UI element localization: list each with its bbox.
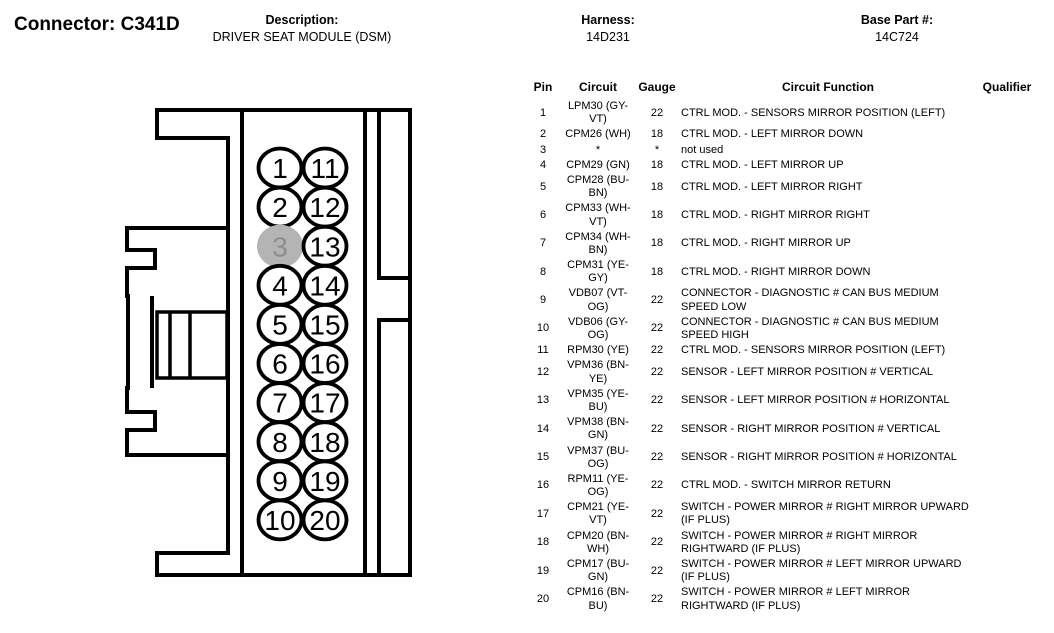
harness-block (543, 13, 673, 44)
pin-table-header-row (525, 79, 1037, 99)
pin-cell: 11 (537, 344, 549, 357)
function-cell: CONNECTOR - DIAGNOSTIC # CAN BUS MEDIUM SPEED HIGH (681, 315, 939, 341)
table-row-pin-3 (525, 143, 1037, 158)
qualifier-cell (977, 343, 1037, 358)
circuit-cell: CPM16 (BN-BU) (566, 586, 630, 612)
table-row-pin-10 (525, 315, 1037, 343)
table-row-pin-19 (525, 557, 1037, 585)
pin-number-label-12: 12 (309, 192, 341, 224)
qualifier-cell (977, 472, 1037, 500)
pin-cell: 1 (539, 106, 547, 119)
table-row-pin-6 (525, 201, 1037, 229)
table-row-pin-14 (525, 415, 1037, 443)
gauge-cell: 22 (650, 322, 664, 335)
pin-cell: 9 (539, 294, 547, 307)
function-cell: SWITCH - POWER MIRROR # LEFT MIRROR UPWARD (IF PLUS) (681, 558, 962, 584)
table-row-pin-17 (525, 500, 1037, 528)
gauge-cell: 22 (650, 106, 664, 119)
pin-number-label-3: 3 (272, 231, 288, 263)
pin-cell: 18 (536, 536, 550, 549)
pin-grid (257, 149, 347, 540)
circuit-cell: VPM36 (BN-YE) (567, 359, 629, 385)
table-row-pin-2 (525, 127, 1037, 142)
qualifier-cell (977, 315, 1037, 343)
function-cell: CTRL MOD. - RIGHT MIRROR DOWN (681, 265, 871, 278)
col-header-circuit: Circuit (578, 80, 617, 94)
function-cell: SENSOR - RIGHT MIRROR POSITION # HORIZONTAL (681, 451, 957, 464)
pin-number-label-9: 9 (272, 465, 288, 497)
gauge-cell: 22 (650, 479, 664, 492)
qualifier-cell (977, 500, 1037, 528)
pin-number-label-4: 4 (272, 270, 288, 302)
function-cell: CTRL MOD. - SENSORS MIRROR POSITION (LEFT) (681, 106, 946, 119)
pin-cell: 4 (539, 158, 547, 171)
function-cell: SWITCH - POWER MIRROR # LEFT MIRROR RIGHTWARD (IF PLUS) (681, 586, 910, 612)
circuit-cell: CPM34 (WH-BN) (565, 230, 631, 256)
pin-cell: 20 (536, 592, 550, 605)
pin-number-label-2: 2 (272, 192, 288, 224)
function-cell: not used (681, 143, 724, 156)
qualifier-cell (977, 230, 1037, 258)
connector-face-view-diagram (100, 70, 520, 630)
gauge-cell: 22 (650, 564, 664, 577)
qualifier-cell (977, 99, 1037, 127)
latch-block-grid (157, 312, 227, 378)
qualifier-cell (977, 201, 1037, 229)
circuit-cell: RPM11 (YE-OG) (567, 472, 629, 499)
circuit-cell: CPM33 (WH-VT) (565, 202, 631, 228)
pin-number-label-17: 17 (309, 387, 341, 419)
function-cell: CTRL MOD. - SENSORS MIRROR POSITION (LEFT) (681, 344, 946, 357)
qualifier-cell (977, 127, 1037, 142)
pin-number-label-8: 8 (272, 426, 288, 458)
gauge-cell: 18 (650, 237, 664, 250)
function-cell: SWITCH - POWER MIRROR # RIGHT MIRROR RIGHTWARD (IF PLUS) (681, 529, 918, 555)
pin-number-label-11: 11 (310, 153, 340, 185)
pin-number-label-1: 1 (272, 153, 288, 185)
description-label: Description: (265, 13, 339, 27)
gauge-cell: 22 (650, 422, 664, 435)
pin-number-label-20: 20 (309, 504, 341, 536)
circuit-cell: VPM38 (BN-GN) (567, 416, 629, 442)
qualifier-cell (977, 173, 1037, 201)
table-row-pin-7 (525, 230, 1037, 258)
table-row-pin-1 (525, 99, 1037, 127)
function-cell: CTRL MOD. - LEFT MIRROR UP (681, 158, 844, 171)
connector-title: Connector: C341D (14, 14, 180, 35)
pin-number-label-5: 5 (272, 309, 288, 341)
qualifier-cell (977, 258, 1037, 286)
gauge-cell: 22 (650, 507, 664, 520)
function-cell: CTRL MOD. - LEFT MIRROR DOWN (681, 128, 864, 141)
gauge-cell: * (654, 143, 660, 156)
function-cell: SENSOR - LEFT MIRROR POSITION # HORIZONTAL (681, 394, 950, 407)
qualifier-cell (977, 358, 1037, 386)
pin-cell: 17 (536, 507, 550, 520)
gauge-cell: 22 (650, 394, 664, 407)
pin-table-body (525, 99, 1037, 614)
pin-number-label-7: 7 (272, 387, 288, 419)
pin-cell: 10 (536, 322, 550, 335)
pin-cell: 13 (536, 394, 550, 407)
table-row-pin-16 (525, 472, 1037, 500)
circuit-cell: CPM31 (YE-GY) (567, 259, 629, 285)
pin-cell: 16 (536, 479, 550, 492)
circuit-cell: VPM35 (YE-BU) (567, 387, 629, 413)
qualifier-cell (977, 529, 1037, 557)
pin-cell: 2 (539, 128, 547, 141)
col-header-pin: Pin (533, 80, 553, 94)
table-row-pin-8 (525, 258, 1037, 286)
pin-cell: 7 (539, 237, 547, 250)
table-row-pin-11 (525, 343, 1037, 358)
pin-cell: 6 (539, 208, 547, 221)
function-cell: SENSOR - LEFT MIRROR POSITION # VERTICAL (681, 365, 934, 378)
qualifier-cell (977, 286, 1037, 314)
function-cell: CONNECTOR - DIAGNOSTIC # CAN BUS MEDIUM SPEED LOW (681, 287, 939, 313)
circuit-cell: VDB07 (VT-OG) (568, 287, 628, 313)
pin-number-label-16: 16 (309, 348, 341, 380)
gauge-cell: 22 (650, 294, 664, 307)
qualifier-cell (977, 158, 1037, 173)
table-row-pin-5 (525, 173, 1037, 201)
qualifier-cell (977, 387, 1037, 415)
pin-cell: 15 (536, 451, 550, 464)
base-part-value: 14C724 (875, 30, 919, 44)
function-cell: CTRL MOD. - RIGHT MIRROR UP (681, 237, 851, 250)
function-cell: CTRL MOD. - SWITCH MIRROR RETURN (681, 479, 891, 492)
table-row-pin-4 (525, 158, 1037, 173)
circuit-cell: CPM29 (GN) (566, 158, 630, 171)
circuit-cell: * (595, 143, 601, 156)
base-part-block (822, 13, 972, 44)
base-part-label: Base Part #: (860, 13, 934, 27)
circuit-cell: VDB06 (GY-OG) (567, 315, 629, 341)
col-header-function: Circuit Function (782, 80, 874, 94)
pin-cell: 14 (536, 422, 550, 435)
gauge-cell: 18 (650, 208, 664, 221)
description-value: DRIVER SEAT MODULE (DSM) (212, 30, 392, 44)
table-row-pin-20 (525, 585, 1037, 613)
circuit-cell: VPM37 (BU-OG) (567, 444, 629, 470)
qualifier-cell (977, 143, 1037, 158)
pin-number-label-15: 15 (309, 309, 341, 341)
pin-number-label-14: 14 (309, 270, 341, 302)
gauge-cell: 18 (650, 180, 664, 193)
pin-table (525, 79, 1037, 614)
pin-cell: 19 (536, 564, 550, 577)
pin-number-label-13: 13 (309, 231, 341, 263)
table-row-pin-15 (525, 444, 1037, 472)
function-cell: CTRL MOD. - RIGHT MIRROR RIGHT (681, 208, 870, 221)
function-cell: SWITCH - POWER MIRROR # RIGHT MIRROR UPWARD (IF PLUS) (681, 501, 969, 527)
table-row-pin-13 (525, 387, 1037, 415)
pin-cell: 3 (539, 143, 547, 156)
table-row-pin-18 (525, 529, 1037, 557)
function-cell: CTRL MOD. - LEFT MIRROR RIGHT (681, 180, 863, 193)
gauge-cell: 22 (650, 344, 664, 357)
description-block (182, 13, 422, 44)
gauge-cell: 22 (650, 451, 664, 464)
circuit-cell: CPM20 (BN-WH) (566, 529, 630, 555)
qualifier-cell (977, 557, 1037, 585)
pin-cell: 8 (539, 265, 547, 278)
gauge-cell: 22 (650, 536, 664, 549)
circuit-cell: CPM17 (BU-GN) (566, 558, 630, 584)
harness-value: 14D231 (586, 30, 630, 44)
qualifier-cell (977, 444, 1037, 472)
qualifier-cell (977, 415, 1037, 443)
function-cell: SENSOR - RIGHT MIRROR POSITION # VERTICAL (681, 422, 941, 435)
pin-number-label-6: 6 (272, 348, 288, 380)
gauge-cell: 18 (650, 128, 664, 141)
pin-cell: 12 (536, 365, 550, 378)
pin-cell: 5 (539, 180, 547, 193)
gauge-cell: 18 (650, 265, 664, 278)
col-header-gauge: Gauge (638, 80, 676, 94)
gauge-cell: 22 (650, 592, 664, 605)
harness-label: Harness: (581, 13, 635, 27)
pin-number-label-18: 18 (309, 426, 341, 458)
pin-number-label-10: 10 (264, 504, 296, 536)
circuit-cell: CPM28 (BU-BN) (566, 173, 630, 200)
circuit-cell: CPM26 (WH) (565, 128, 631, 141)
qualifier-cell (977, 585, 1037, 613)
circuit-cell: CPM21 (YE-VT) (567, 501, 629, 527)
gauge-cell: 18 (650, 158, 664, 171)
gauge-cell: 22 (650, 365, 664, 378)
circuit-cell: LPM30 (GY-VT) (567, 100, 629, 126)
table-row-pin-12 (525, 358, 1037, 386)
circuit-cell: RPM30 (YE) (567, 344, 629, 357)
table-row-pin-9 (525, 286, 1037, 314)
pin-number-label-19: 19 (309, 465, 341, 497)
col-header-qualifier: Qualifier (982, 80, 1032, 94)
